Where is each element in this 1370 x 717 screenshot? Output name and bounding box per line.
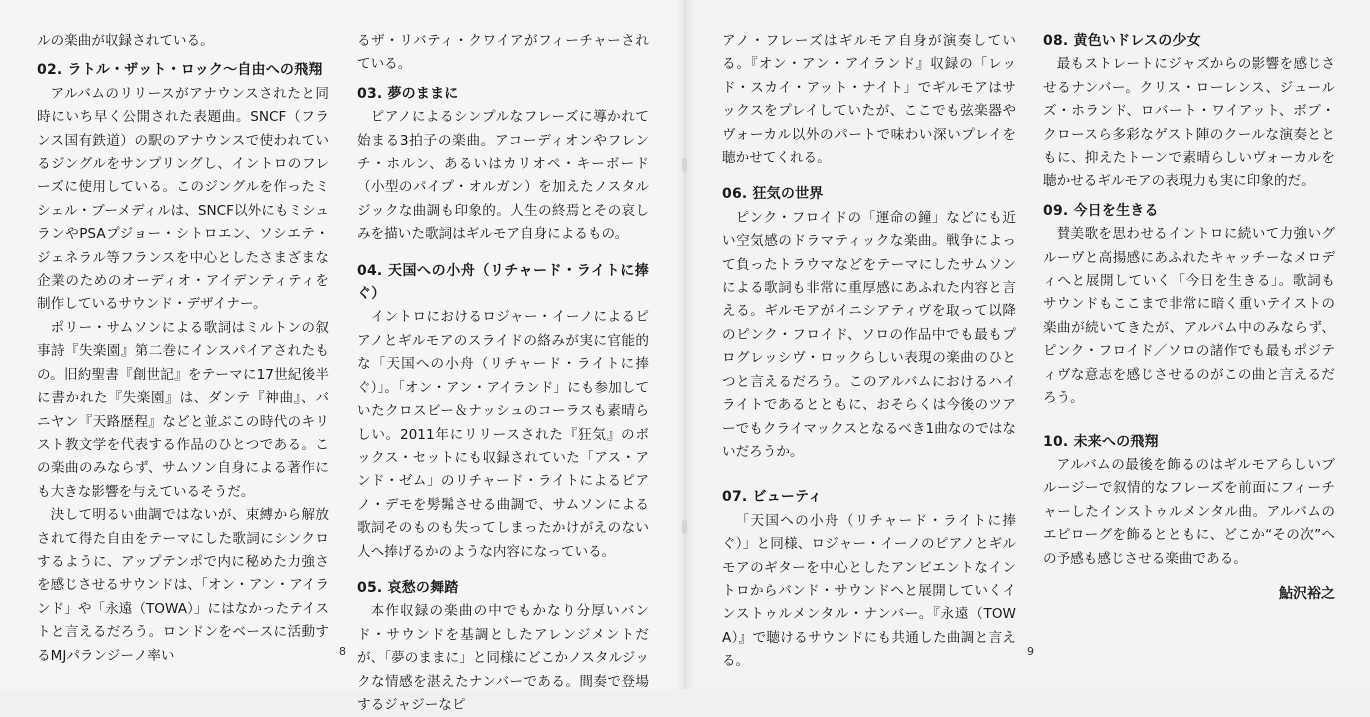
track-heading-03: 03. 夢のままに: [357, 85, 459, 102]
column-2: [357, 30, 649, 717]
continued-text: るザ・リバティ・クワイアがフィーチャーされている。: [357, 33, 649, 73]
track-heading-06: 06. 狂気の世界: [722, 186, 824, 203]
left-page: [0, 0, 685, 713]
track-heading-05: 05. 哀愁の舞踏: [357, 579, 459, 596]
track-paragraph: アルバムの最後を飾るのはギルモアらしいブルージーで叙情的なフレーズを前面にフィーチャーしたインストゥルメンタル曲。アルバムのエピローグを飾るとともに、どこか“その次”への予感も感じさせる楽曲である。: [1043, 456, 1335, 567]
column-4: [1043, 30, 1335, 606]
staple-mark: [682, 520, 687, 534]
track-paragraph: イントロにおけるロジャー・イーノによるピアノとギルモアのスライドの絡みが実に官能的な「天国への小舟（リチャード・ライトに捧ぐ）」。「オン・アン・アイランド」にも参加していたクロスビー＆ナッシュのコーラスも素晴らしい。2011年にリリースされた『狂気』のボックス・セットにも収録されていた「アス・アンド・ゼム」のリチャード・ライトによるピアノ・デモを髣髴させる曲調で、サムソンによる歌詞そのものも失ってしまったかけがえのない人へ捧げるかのような内容になっている。: [357, 309, 649, 560]
track-heading-07: 07. ビューティ: [722, 489, 823, 506]
track-paragraph: アルバムのリリースがアナウンスされたと同時にいち早く公開された表題曲。SNCF（フランス国有鉄道）の駅のアナウンスで使われているジングルをサンプリングし、イントロのフレーズに使用している。このジングルを作ったミシェル・ブーメディルは、SNCF以外にもミシュランやPSAプジョー・シトロエン、ソシエテ・ジェネラル等フランスを中心としたさまざまな企業のためのオーディオ・アイデンティティを制作しているサウンド・デザイナー。: [37, 85, 329, 313]
track-paragraph: ピンク・フロイドの「運命の鐘」などにも近い空気感のドラマティックな楽曲。戦争によって負ったトラウマなどをテーマにしたサムソンによる歌詞も非常に重厚感にあふれた内容と言える。ギルモアがイニシアティヴを取って以降のピンク・フロイド、ソロの作品中でも最もプログレッシヴ・ロックらしい表現の楽曲のひとつと言えるだろう。このアルバムにおけるハイライトであるとともに、おそらくは今後のツアーでもクライマックスとなるべき1曲なのではないだろうか。: [722, 209, 1016, 460]
column-1: [37, 30, 329, 668]
track-paragraph: ポリー・サムソンによる歌詞はミルトンの叙事詩『失楽園』第二巻にインスパイアされたもの。旧約聖書『創世記』をテーマに17世紀後半に書かれた『失楽園』は、ダンテ『神曲』、バニヤン『天路歴程』などと並ぶこの時代のキリスト教文学を代表する作品のひとつである。この楽曲のみならず、サムソン自身による著作にも大きな影響を与えているそうだ。: [37, 319, 329, 500]
track-paragraph: ピアノによるシンプルなフレーズに導かれて始まる3拍子の楽曲。アコーディオンやフレンチ・ホルン、あるいはカリオペ・キーボード（小型のパイプ・オルガン）を加えたノスタルジックな曲調も印象的。人生の終焉とその哀しみを描いた歌詞はギルモア自身によるもの。: [357, 109, 649, 243]
track-paragraph: 最もストレートにジャズからの影響を感じさせるナンバー。クリス・ローレンス、ジュールズ・ホランド、ロバート・ワイアット、ボブ・クロースら多彩なゲスト陣のクールな演奏とともに、抑えたトーンで素晴らしいヴォーカルを聴かせるギルモアの表現力も実に印象的だ。: [1043, 56, 1335, 190]
track-heading-09: 09. 今日を生きる: [1043, 202, 1159, 219]
author-credit: 鮎沢裕之: [1279, 585, 1335, 602]
binding-gutter: [676, 0, 694, 689]
continued-text: ルの楽曲が収録されている。: [37, 33, 214, 49]
track-paragraph: 賛美歌を思わせるイントロに続いて力強いグルーヴと高揚感にあふれたキャッチーなメロディへと展開していく「今日を生きる」。歌詞もサウンドもここまで非常に暗く重いテイストの楽曲が続いてきたが、アルバム中のみならず、ピンク・フロイド／ソロの諸作でも最もポジティヴな意志を感じさせるのがこの曲と言えるだろう。: [1043, 226, 1335, 407]
staple-mark: [682, 158, 687, 172]
continued-text: アノ・フレーズはギルモア自身が演奏している。『オン・アン・アイランド』収録の「レッド・スカイ・アット・ナイト」でギルモアはサックスをプレイしていたが、ここでも弦楽器やヴォーカル以外のパートで味わい深いプレイを聴かせてくれる。: [722, 33, 1016, 167]
column-3: [722, 30, 1016, 674]
track-heading-10: 10. 未来への飛翔: [1043, 433, 1159, 450]
page-number-left: 8: [339, 645, 346, 658]
track-paragraph: 本作収録の楽曲の中でもかなり分厚いバンド・サウンドを基調としたアレンジメントだが、「夢のままに」と同様にどこかノスタルジックな情感を湛えたナンバーである。間奏で登場するジャジーなピ: [357, 603, 649, 713]
track-heading-02: 02. ラトル・ザット・ロック～自由への飛翔: [37, 62, 323, 79]
track-heading-04: 04. 天国への小舟（リチャード・ライトに捧ぐ）: [357, 262, 649, 303]
page-number-right: 9: [1027, 645, 1034, 658]
track-paragraph: 決して明るい曲調ではないが、束縛から解放されて得た自由をテーマにした歌詞にシンクロするように、アップテンポで内に秘めた力強さを感じさせるサウンドは、「オン・アン・アイランド」や「永遠（TOWA）」にはなかったテイストと言えるだろう。ロンドンをベースに活動するMJパランジーノ率い: [37, 507, 329, 664]
track-paragraph: 「天国への小舟（リチャード・ライトに捧ぐ）」と同様、ロジャー・イーノのピアノとギルモアのギターを中心としたアンビエントなイントロからバンド・サウンドへと展開していくインストゥルメンタル・ナンバー。『永遠（TOWA）』で聴けるサウンドにも共通した曲調と言える。: [722, 512, 1016, 670]
track-heading-08: 08. 黄色いドレスの少女: [1043, 33, 1201, 49]
